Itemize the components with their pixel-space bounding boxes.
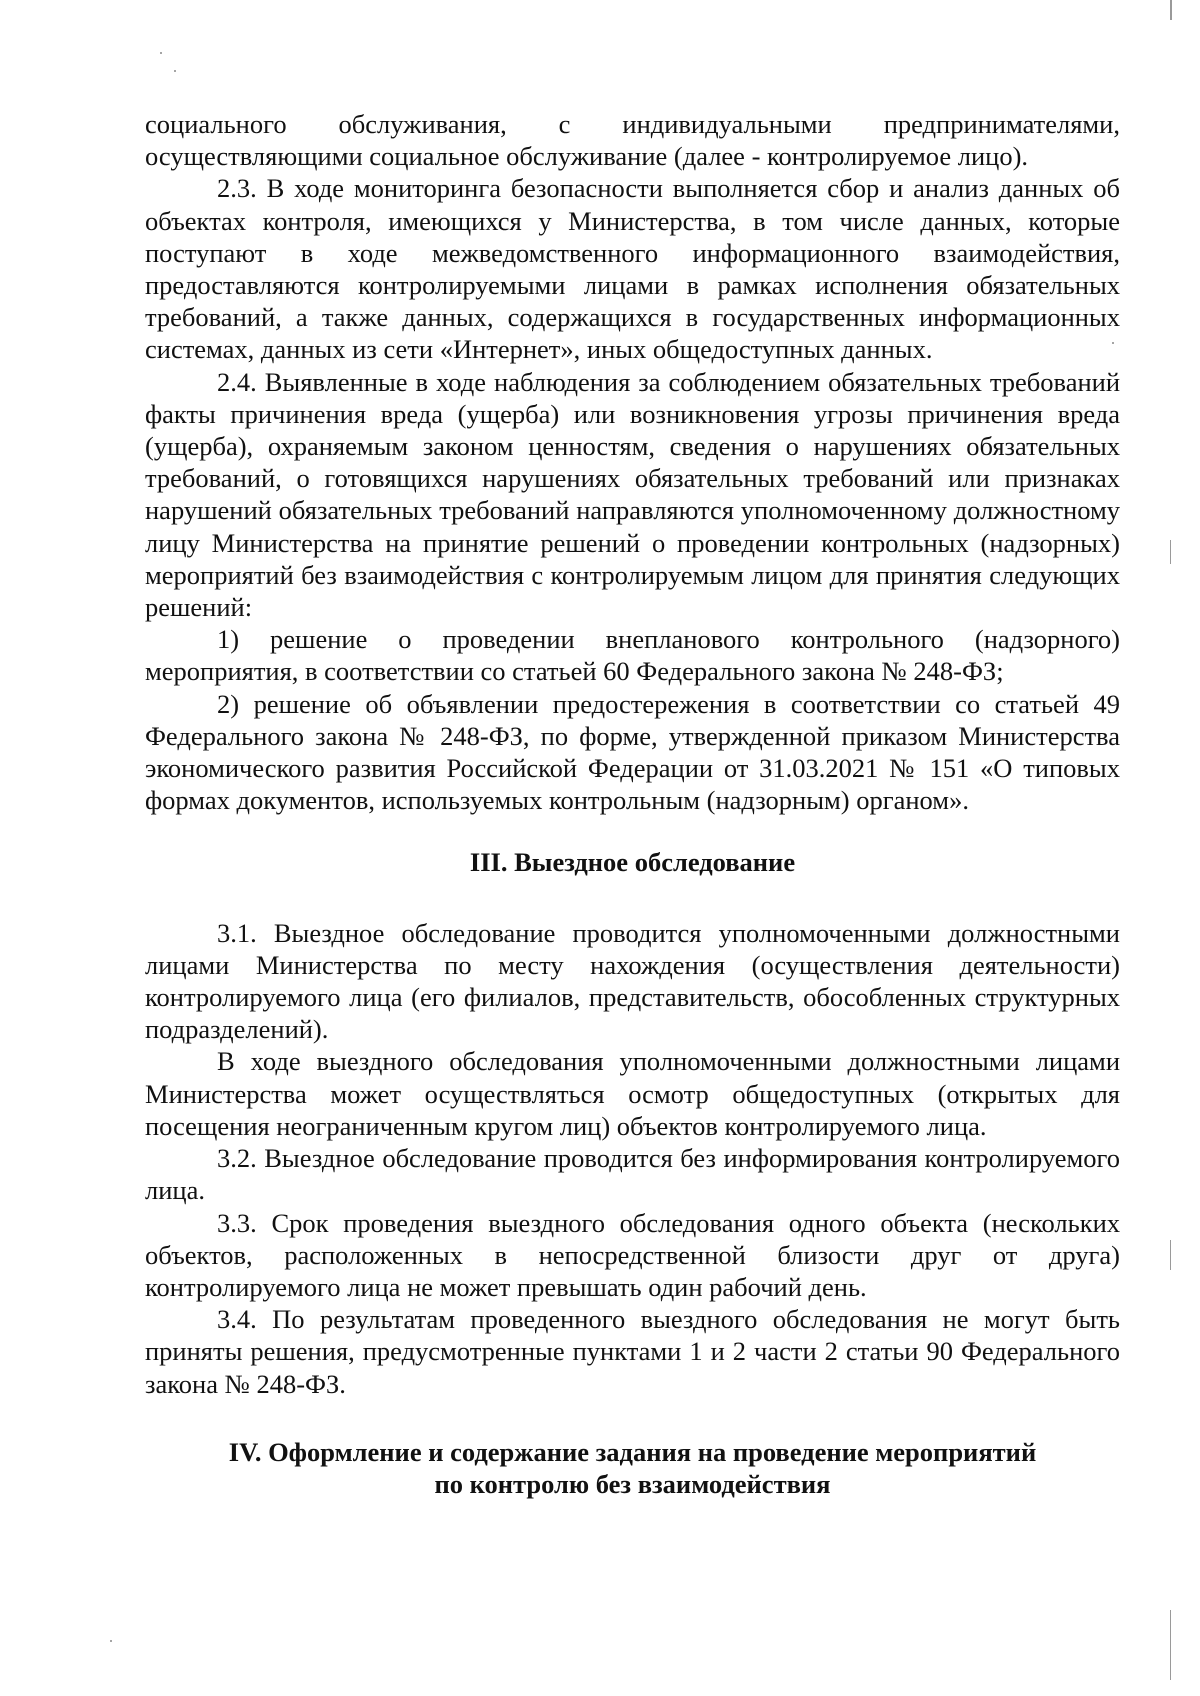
paragraph-continuation: социального обслуживания, с индивидуальными предпринимателями, осуществляющими социальное обслуживание (далее - контролируемое лицо). xyxy=(145,109,1120,172)
section-4-heading-line-2: по контролю без взаимодействия xyxy=(434,1468,831,1499)
scan-speck xyxy=(174,70,176,72)
paragraph-3-2: 3.2. Выездное обследование проводится без информирования контролируемого лица. xyxy=(145,1143,1120,1206)
scan-edge-mark-mid xyxy=(1170,540,1171,564)
paragraph-2-3: 2.3. В ходе мониторинга безопасности выполняется сбор и анализ данных об объектах контроля, имеющихся у Министерства, в том числе данных, которые поступают в ходе межведомственного информационного взаимодействия, предоставляются контролируемыми лицами в рамках исполнения обязательных требований, а также данных, содержащихся в государственных информационных системах, данных из сети «Интернет», иных общедоступных данных. xyxy=(145,173,1120,365)
scan-edge-mark-bottom xyxy=(1170,1610,1171,1680)
paragraph-2-4-item-1: 1) решение о проведении внепланового контрольного (надзорного) мероприятия, в соответствии со статьей 60 Федерального закона № 248-ФЗ; xyxy=(145,624,1120,687)
section-4-heading-line-1: IV. Оформление и содержание задания на проведение мероприятий xyxy=(228,1436,1037,1467)
document-body xyxy=(145,108,1120,1500)
scan-edge-mark-top xyxy=(1170,0,1172,20)
paragraph-2-4: 2.4. Выявленные в ходе наблюдения за соблюдением обязательных требований факты причинения вреда (ущерба) или возникновения угрозы причинения вреда (ущерба), охраняемым законом ценностям, сведения о нарушениях обязательных требований, о готовящихся нарушениях обязательных требований или признаках нарушений обязательных требований направляются уполномоченному должностному лицу Министерства на принятие решений о проведении контрольных (надзорных) мероприятий без взаимодействия с контролируемым лицом для принятия следующих решений: xyxy=(145,366,1120,623)
paragraph-3-3: 3.3. Срок проведения выездного обследования одного объекта (нескольких объектов, расположенных в непосредственной близости друг от друга) контролируемого лица не может превышать один рабочий день. xyxy=(145,1207,1120,1302)
paragraph-2-4-item-2: 2) решение об объявлении предостережения в соответствии со статьей 49 Федерального закона № 248-ФЗ, по форме, утвержденной приказом Министерства экономического развития Российской Федерации от 31.03.2021 № 151 «О типовых формах документов, используемых контрольным (надзорным) органом». xyxy=(145,688,1120,816)
scan-edge-mark-lower xyxy=(1170,1240,1171,1270)
paragraph-3-1-continued: В ходе выездного обследования уполномоченными должностными лицами Министерства может осуществляться осмотр общедоступных (открытых для посещения неограниченным кругом лиц) объектов контролируемого лица. xyxy=(145,1046,1120,1141)
scan-speck xyxy=(110,1640,112,1642)
scan-speck xyxy=(160,52,162,54)
paragraph-3-4: 3.4. По результатам проведенного выездного обследования не могут быть приняты решения, предусмотренные пунктами 1 и 2 части 2 статьи 90 Федерального закона № 248-ФЗ. xyxy=(145,1304,1120,1399)
paragraph-3-1: 3.1. Выездное обследование проводится уполномоченными должностными лицами Министерства по месту нахождения (осуществления деятельности) контролируемого лица (его филиалов, представительств, обособленных структурных подразделений). xyxy=(145,917,1120,1045)
section-3-heading: III. Выездное обследование xyxy=(469,847,796,878)
